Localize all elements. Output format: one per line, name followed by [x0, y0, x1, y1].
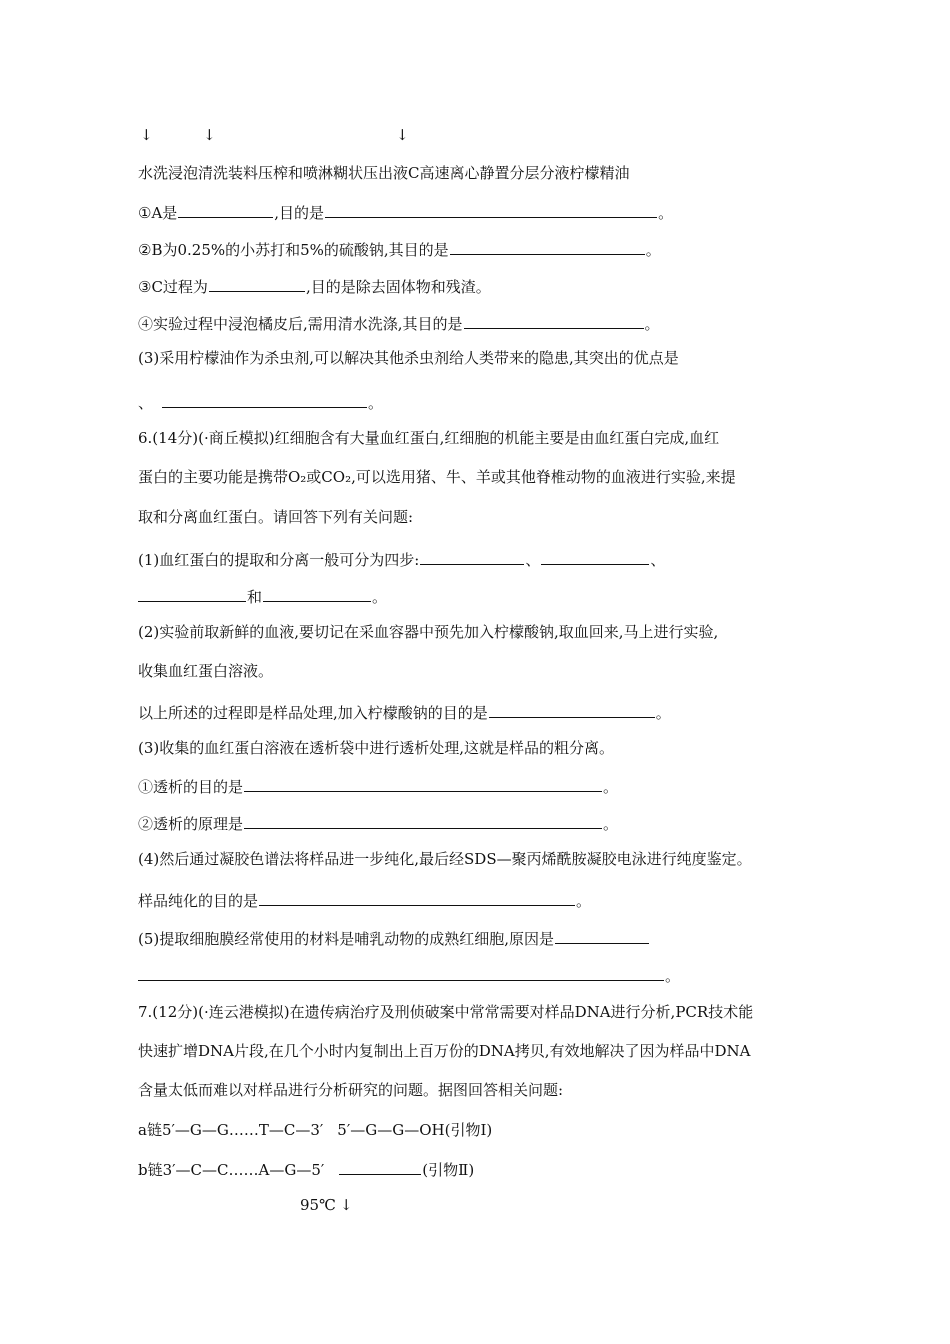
q6-part-3: (3)收集的血红蛋白溶液在透析袋中进行透析处理,这就是样品的粗分离。 [138, 739, 615, 757]
answer-blank[interactable] [138, 587, 246, 602]
q7-chain-a-row [138, 1123, 492, 1138]
q6-part-4: (4)然后通过凝胶色谱法将样品进一步纯化,最后经SDS—聚丙烯酰胺凝胶电泳进行纯度鉴定。 [138, 850, 752, 868]
q7-chain-b-row [138, 1160, 474, 1178]
q6-part-4-answer: 样品纯化的目的是 。 [138, 892, 592, 910]
q6-part-3-item-2: ②透析的原理是 。 [138, 815, 619, 833]
flow-line: 水洗浸泡清洗装料压榨和喷淋糊状压出液C高速离心静置分层分液柠檬精油 [138, 164, 630, 182]
answer-blank[interactable] [263, 587, 371, 602]
q6-part-1: (1)血红蛋白的提取和分离一般可分为四步: 、 、 [138, 551, 666, 569]
answer-blank[interactable] [325, 203, 657, 218]
q6-part-5-cont: 。 [138, 966, 680, 984]
answer-blank[interactable] [555, 929, 649, 944]
primer-1: 5′—G—G—OH(引物Ⅰ) [337, 1121, 493, 1139]
primer-2-blank[interactable] [339, 1160, 421, 1175]
chain-a: a链5′—G—G……T—C—3′ [138, 1121, 324, 1139]
q6-intro-1: 6.(14分)(·商丘模拟)红细胞含有大量血红蛋白,红细胞的机能主要是由血红蛋白完成,血红 [138, 429, 720, 447]
down-arrow-1: ↓ [140, 126, 153, 144]
q5-item-1: ①A是 ,目的是 。 [138, 204, 674, 222]
q5-item-3: ③C过程为 ,目的是除去固体物和残渣。 [138, 278, 491, 296]
q5-part-3-answer: 、 。 [138, 394, 384, 412]
answer-blank[interactable] [244, 814, 602, 829]
q5-part-3: (3)采用柠檬油作为杀虫剂,可以解决其他杀虫剂给人类带来的隐患,其突出的优点是 [138, 349, 679, 367]
q6-intro-2: 蛋白的主要功能是携带O₂或CO₂,可以选用猪、牛、羊或其他脊椎动物的血液进行实验,来提 [138, 468, 736, 486]
q6-part-5: (5)提取细胞膜经常使用的材料是哺乳动物的成熟红细胞,原因是 [138, 929, 650, 947]
down-arrow-icon: ↓ [339, 1196, 353, 1214]
q7-temperature: 95℃ ↓ [300, 1196, 353, 1214]
q6-part-2-line-1: (2)实验前取新鲜的血液,要切记在采血容器中预先加入柠檬酸钠,取血回来,马上进行实验, [138, 623, 719, 641]
answer-blank[interactable] [259, 891, 575, 906]
q6-intro-3: 取和分离血红蛋白。请回答下列有关问题: [138, 508, 414, 526]
q6-part-2-line-3: 以上所述的过程即是样品处理,加入柠檬酸钠的目的是 。 [138, 704, 671, 722]
answer-blank[interactable] [450, 240, 645, 255]
answer-blank[interactable] [541, 550, 649, 565]
answer-blank[interactable] [162, 393, 367, 408]
q6-part-3-item-1: ①透析的目的是 。 [138, 778, 619, 796]
primer-2: (引物Ⅱ) [422, 1161, 475, 1179]
q7-intro-1: 7.(12分)(·连云港模拟)在遗传病治疗及刑侦破案中常常需要对样品DNA进行分析,PCR技术能 [138, 1003, 754, 1021]
answer-blank[interactable] [209, 277, 305, 292]
answer-blank[interactable] [244, 777, 602, 792]
q7-intro-2: 快速扩增DNA片段,在几个小时内复制出上百万份的DNA拷贝,有效地解决了因为样品中DNA [138, 1042, 751, 1060]
q5-item-4: ④实验过程中浸泡橘皮后,需用清水洗涤,其目的是 。 [138, 315, 660, 333]
down-arrow-3: ↓ [396, 126, 409, 144]
q6-part-2-line-2: 收集血红蛋白溶液。 [138, 662, 274, 680]
answer-blank[interactable] [489, 703, 655, 718]
chain-b: b链3′—C—C……A—G—5′ [138, 1161, 325, 1179]
answer-blank[interactable] [420, 550, 524, 565]
down-arrow-2: ↓ [203, 126, 216, 144]
q6-part-1-cont: 和 。 [138, 587, 387, 605]
q5-item-2: ②B为0.25%的小苏打和5%的硫酸钠,其目的是 。 [138, 241, 661, 259]
answer-blank[interactable] [178, 203, 273, 218]
answer-blank[interactable] [464, 314, 644, 329]
q7-intro-3: 含量太低而难以对样品进行分析研究的问题。据图回答相关问题: [138, 1081, 564, 1099]
answer-blank[interactable] [138, 966, 664, 981]
